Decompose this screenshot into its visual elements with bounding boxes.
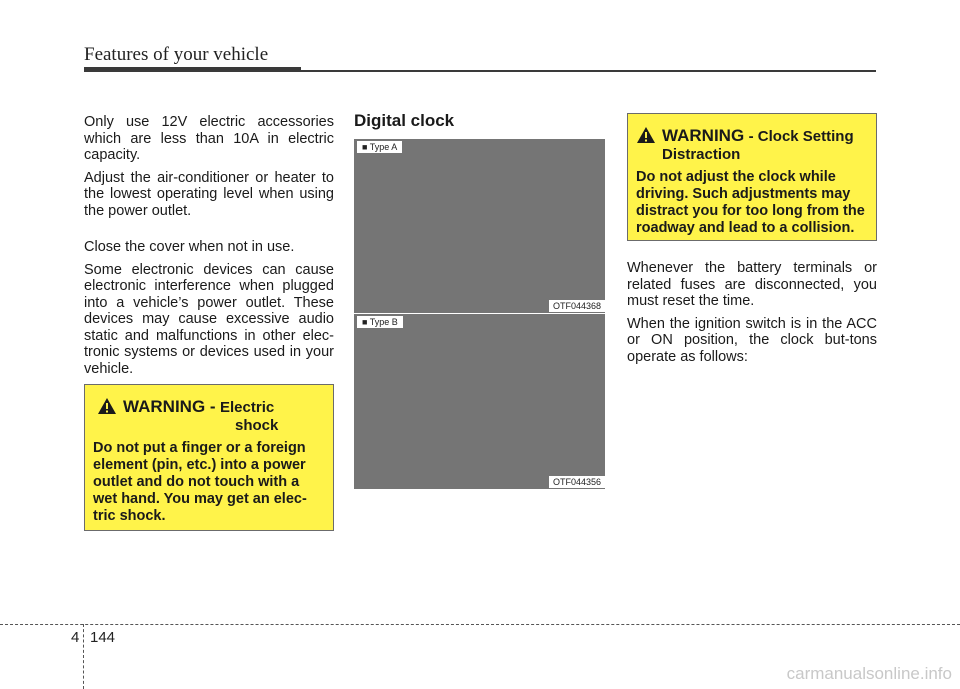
warning-subject: Electric <box>220 399 275 416</box>
paragraph: When the ignition switch is in the ACC or ON position, the clock but-tons operate as follows: <box>627 315 877 365</box>
clock-figure-type-a <box>354 139 605 313</box>
header-title: Features of your vehicle <box>84 44 269 65</box>
figure-type-label: ■ Type B <box>357 316 403 328</box>
paragraph: Adjust the air-conditioner or heater to the lowest operating level when using the power outlet. <box>84 169 334 219</box>
chapter-number: 4 <box>71 629 80 646</box>
figure-code: OTF044368 <box>549 300 605 312</box>
warning-subject-line2: shock <box>235 417 279 434</box>
warning-triangle-icon <box>97 397 117 415</box>
clock-figure-type-b <box>354 314 605 489</box>
warning-body: Do not put a finger or a foreign element (pin, etc.) into a power outlet and do not touch with a wet hand. You may get an elec-tric shock. <box>93 440 307 524</box>
watermark: carmanualsonline.info <box>786 664 952 683</box>
warning-subject: - Clock Setting <box>748 128 854 145</box>
footer-divider <box>83 624 84 689</box>
warning-word: WARNING - <box>123 397 216 416</box>
paragraph: Only use 12V electric accessories which are less than 10A in electric capacity. <box>84 114 334 163</box>
warning-clock-setting-box <box>627 113 877 241</box>
header-rule <box>300 70 876 72</box>
warning-subject-line2: Distraction <box>662 146 741 163</box>
right-column <box>627 260 877 371</box>
warning-word: WARNING <box>662 126 745 145</box>
figure-type-label: ■ Type A <box>357 141 402 153</box>
page-number: 144 <box>90 629 116 646</box>
paragraph: Close the cover when not in use. <box>84 239 295 255</box>
left-column <box>84 114 334 383</box>
warning-triangle-icon <box>636 126 656 144</box>
header-bar <box>84 67 301 72</box>
warning-heading <box>636 126 868 163</box>
warning-electric-shock-box <box>84 384 334 531</box>
paragraph: Whenever the battery terminals or related fuses are disconnected, you must reset the time. <box>627 260 877 309</box>
paragraph: Some electronic devices can cause electronic interference when plugged into a vehicle’s power outlet. These devices may cause excessive audio static and malfunctions in other elec-tronic systems or devices used in your vehicle. <box>84 261 334 377</box>
section-title: Digital clock <box>354 111 455 130</box>
footer-rule <box>0 624 960 625</box>
warning-heading <box>93 397 325 434</box>
warning-body: Do not adjust the clock while driving. Such adjustments may distract you for too long from the roadway and lead to a collision. <box>636 169 865 236</box>
figure-code: OTF044356 <box>549 476 605 488</box>
